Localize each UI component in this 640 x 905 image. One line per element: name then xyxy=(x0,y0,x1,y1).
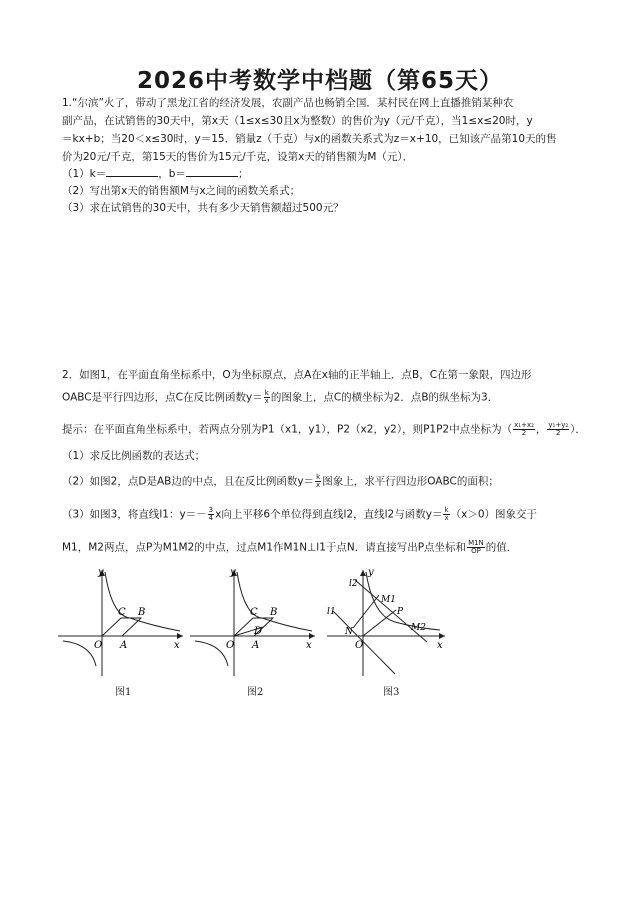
fig3-label-P: P xyxy=(397,607,404,617)
page-title: 2026中考数学中档题（第65天） xyxy=(136,68,504,94)
q1-line-1: 1.“尔滨”火了，带动了黑龙江省的经济发展，农副产品也畅销全国．某村民在网上直播推销某种农 xyxy=(62,97,514,109)
figure-2 xyxy=(190,566,320,681)
q1-part-2: （2）写出第x天的销售额M与x之间的函数关系式； xyxy=(62,185,301,197)
q1-part-1-text-b: ，b＝ xyxy=(158,168,186,180)
q2-part-1: （1）求反比例函数的表达式； xyxy=(62,450,206,462)
figure-1-caption: 图1 xyxy=(115,687,132,698)
fig1-label-C: C xyxy=(118,607,126,618)
fraction-k-over-x-2: $\frac{k}{x}$ xyxy=(316,473,321,489)
q2-part-3-c: （x＞0）图象交于 xyxy=(450,508,538,521)
q2-line-5-b: 的值． xyxy=(485,541,518,554)
q1-line-3: ＝kx+b；当20＜x≤30时，y＝15．销量z（千克）与x的函数关系式为z＝x+10，已知该产品第10天的售 xyxy=(62,133,557,145)
fig2-label-O: O xyxy=(226,640,235,651)
fig3-label-O: O xyxy=(355,640,364,651)
answer-blank-b xyxy=(186,167,238,177)
q2-hint xyxy=(62,422,586,437)
fig2-label-B: B xyxy=(270,607,278,618)
fig2-label-C: C xyxy=(250,607,258,618)
q2-line-2 xyxy=(62,390,498,405)
fig3-label-M1: M1 xyxy=(381,595,396,605)
q2-part-2-a: （2）如图2，点D是AB边的中点，且在反比例函数y＝ xyxy=(62,475,315,488)
q2-part-2-b: 图象上，求平行四边形OABC的面积； xyxy=(322,475,499,488)
q2-part-3-b: x向上平移6个单位得到直线l2，直线l2与函数y＝ xyxy=(215,508,443,521)
q1-part-1-text-a: （1）k＝ xyxy=(62,168,107,180)
fraction-m1n-over-op: $\frac{M1N}{OP}$ xyxy=(468,539,484,555)
figure-3-caption: 图3 xyxy=(383,687,400,698)
q1-part-3: （3）求在试销售的30天中，共有多少天销售额超过500元？ xyxy=(62,202,344,214)
fraction-k-over-x-3: $\frac{k}{x}$ xyxy=(444,506,449,522)
q2-part-2 xyxy=(62,474,499,489)
answer-blank-k xyxy=(106,167,158,177)
q1-part-1 xyxy=(62,167,248,181)
fig3-label-l1: l1 xyxy=(327,607,336,617)
figure-3 xyxy=(325,566,455,681)
q2-line-5-a: M1，M2两点，点P为M1M2的中点，过点M1作M1N⊥l1于点N．请直接写出P点坐标和 xyxy=(62,541,467,554)
fig3-label-N: N xyxy=(345,627,353,637)
hint-text-a: 提示：在平面直角坐标系中，若两点分别为P1（x1，y1），P2（x2，y2），则P1P2中点坐标为（ xyxy=(62,423,513,436)
q2-line-2-b: 的图象上，点C的横坐标为2．点B的纵坐标为3． xyxy=(270,391,499,404)
fraction-3-over-4: $\frac{3}{4}$ xyxy=(208,506,214,522)
q2-line-2-a: OABC是平行四边形，点C在反比例函数y＝ xyxy=(62,391,263,404)
fig3-label-M2: M2 xyxy=(411,623,426,633)
q1-part-1-text-c: ； xyxy=(237,168,249,180)
fig3-label-y: y xyxy=(368,567,374,578)
fig3-label-x: x xyxy=(437,640,443,651)
figure-2-caption: 图2 xyxy=(247,687,264,698)
fraction-y-mid: $\frac{\text{y₁+y₂}}{2}$ xyxy=(548,421,569,437)
fig2-label-y: y xyxy=(230,567,236,578)
fig2-label-A: A xyxy=(252,640,260,651)
fraction-k-over-x: $\frac{k}{x}$ xyxy=(264,389,269,405)
fig2-label-x: x xyxy=(306,640,312,651)
fraction-x-mid: $\frac{\text{x₁+x₂}}{2}$ xyxy=(514,421,534,437)
figure-1 xyxy=(58,566,188,681)
hint-text-b: ）． xyxy=(570,423,586,436)
hint-comma: ， xyxy=(535,423,547,436)
q2-part-3 xyxy=(62,507,537,522)
fig1-label-B: B xyxy=(138,607,146,618)
q1-line-2: 副产品，在试销售的30天中，第x天（1≤x≤30且x为整数）的售价为y（元/千克），当1≤x≤20时，y xyxy=(62,115,533,127)
fig1-label-O: O xyxy=(94,640,103,651)
fig1-label-x: x xyxy=(174,640,180,651)
fig2-label-D: D xyxy=(254,626,263,637)
q2-line-5 xyxy=(62,540,517,555)
fig1-label-y: y xyxy=(98,567,104,578)
q1-line-4: 价为20元/千克，第15天的售价为15元/千克，设第x天的销售额为M（元）． xyxy=(62,151,414,163)
q2-part-3-a: （3）如图3，将直线l1：y＝－ xyxy=(62,508,207,521)
fig1-label-A: A xyxy=(120,640,128,651)
fig3-label-l2: l2 xyxy=(349,579,358,589)
q2-line-1: 2．如图1，在平面直角坐标系中，O为坐标原点，点A在x轴的正半轴上．点B，C在第一象限，四边形 xyxy=(62,369,532,381)
